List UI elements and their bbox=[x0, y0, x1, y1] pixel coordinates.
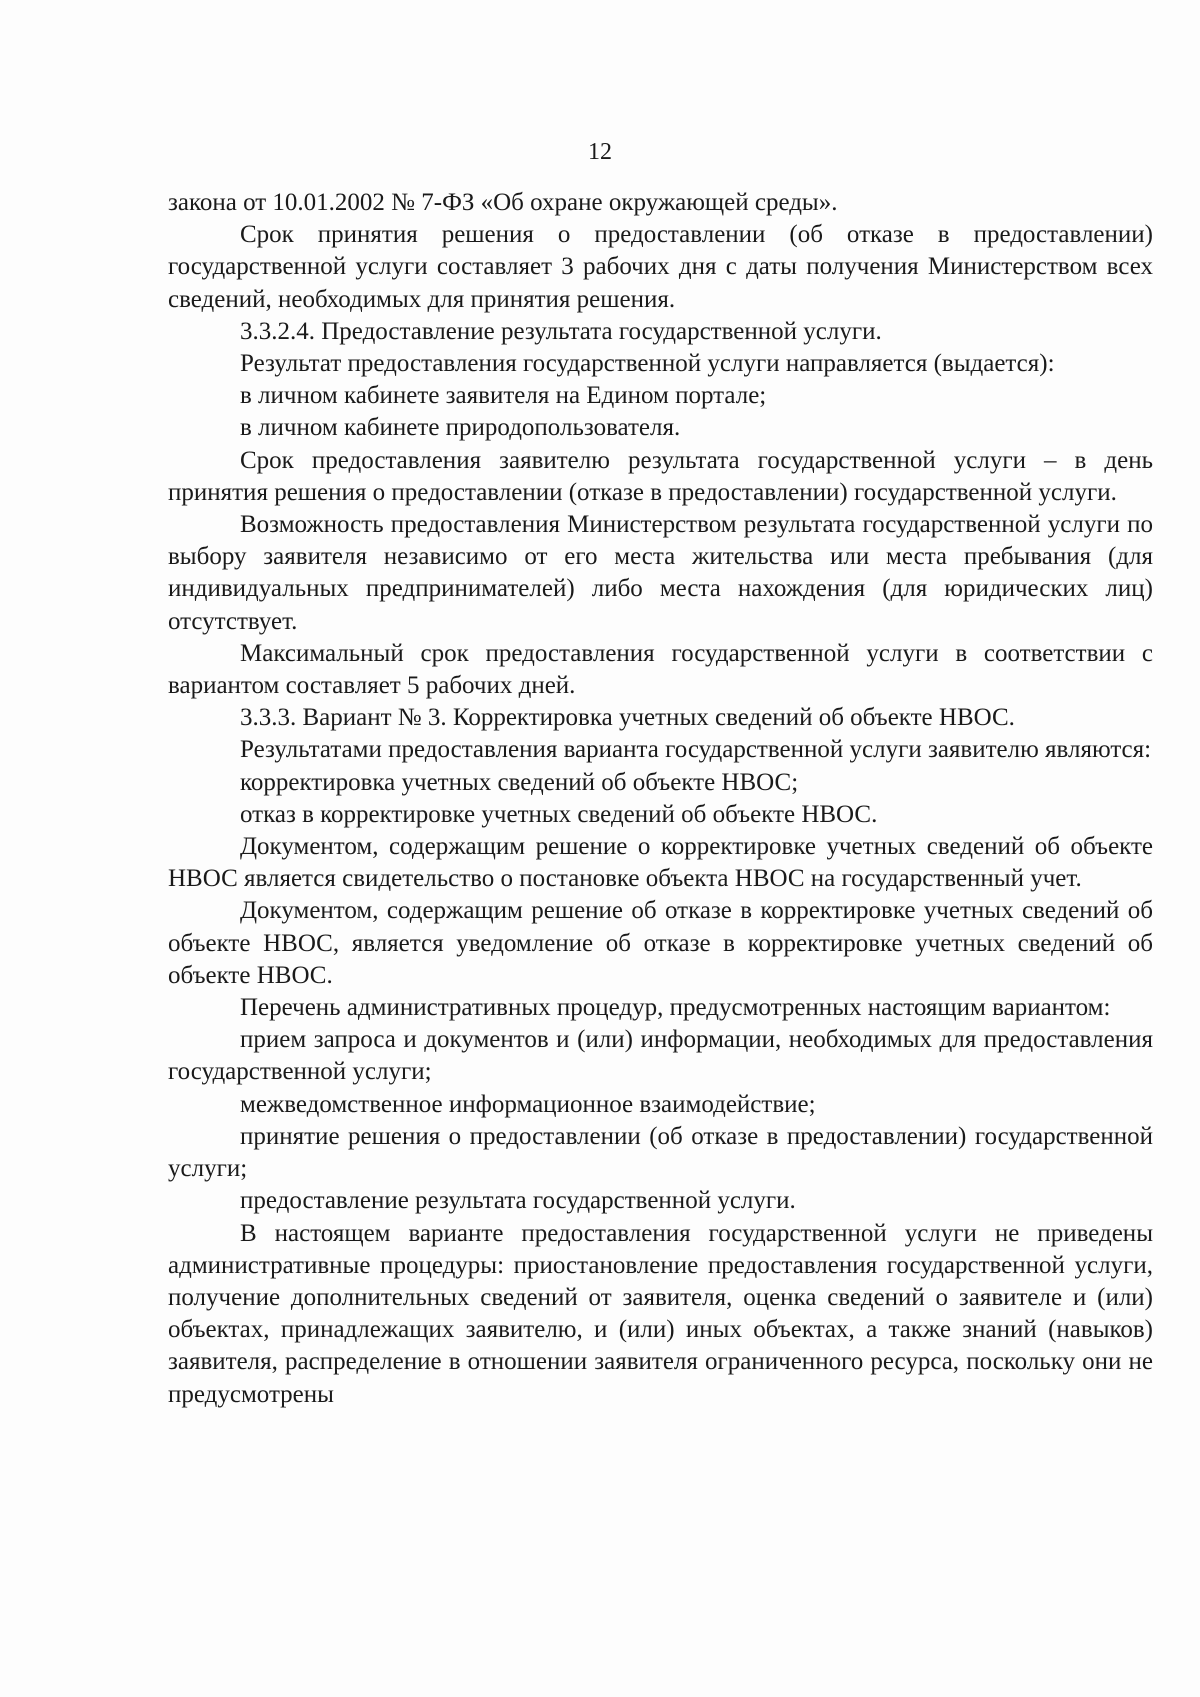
paragraph: Возможность предоставления Министерством результата государственной услуги по выбору заявителя независимо от его места жительства или места пребывания (для индивидуальных предпринимателей) либо места нахождения (для юридических лиц) отсутствует. bbox=[168, 511, 1153, 635]
paragraph: Максимальный срок предоставления государственной услуги в соответствии с вариантом составляет 5 рабочих дней. bbox=[168, 639, 1153, 700]
paragraph: в личном кабинете заявителя на Едином портале; bbox=[240, 382, 767, 410]
paragraph: межведомственное информационное взаимодействие; bbox=[240, 1090, 816, 1118]
paragraph: предоставление результата государственной услуги. bbox=[240, 1187, 796, 1215]
paragraph: Срок принятия решения о предоставлении (об отказе в предоставлении) государственной услуги составляет 3 рабочих дня с даты получения Министерством всех сведений, необходимых для принятия решения. bbox=[168, 221, 1153, 313]
paragraph: принятие решения о предоставлении (об отказе в предоставлении) государственной услуги; bbox=[168, 1122, 1153, 1183]
document-body bbox=[168, 187, 1153, 1411]
paragraph: 3.3.2.4. Предоставление результата государственной услуги. bbox=[240, 317, 882, 345]
paragraph: Перечень административных процедур, предусмотренных настоящим вариантом: bbox=[240, 994, 1111, 1022]
paragraph: в личном кабинете природопользователя. bbox=[240, 414, 681, 442]
paragraph: закона от 10.01.2002 № 7-ФЗ «Об охране окружающей среды». bbox=[168, 189, 838, 216]
paragraph: Результатами предоставления варианта государственной услуги заявителю являются: bbox=[240, 736, 1152, 764]
paragraph: корректировка учетных сведений об объекте НВОС; bbox=[240, 768, 799, 796]
paragraph: 3.3.3. Вариант № 3. Корректировка учетных сведений об объекте НВОС. bbox=[240, 704, 1015, 732]
page-number: 12 bbox=[588, 139, 612, 165]
paragraph: Результат предоставления государственной услуги направляется (выдается): bbox=[240, 350, 1055, 378]
paragraph: В настоящем варианте предоставления государственной услуги не приведены административные процедуры: приостановление предоставления государственной услуги, получение дополнительных сведений от заявителя, оценка сведений о заявителе и (или) объектах, принадлежащих заявителю, и (или) иных объектах, а также знаний (навыков) заявителя, распределение в отношении заявителя ограниченного ресурса, поскольку они не предусмотрены bbox=[168, 1219, 1153, 1408]
paragraph: прием запроса и документов и (или) информации, необходимых для предоставления государственной услуги; bbox=[168, 1026, 1153, 1086]
paragraph: Срок предоставления заявителю результата государственной услуги – в день принятия решения о предоставлении (отказе в предоставлении) государственной услуги. bbox=[168, 446, 1153, 506]
paragraph: Документом, содержащим решение о корректировке учетных сведений об объекте НВОС является свидетельство о постановке объекта НВОС на государственный учет. bbox=[168, 833, 1153, 893]
paragraph: отказ в корректировке учетных сведений об объекте НВОС. bbox=[240, 800, 878, 828]
paragraph: Документом, содержащим решение об отказе в корректировке учетных сведений об объекте НВОС, является уведомление об отказе в корректировке учетных сведений об объекте НВОС. bbox=[168, 897, 1153, 989]
